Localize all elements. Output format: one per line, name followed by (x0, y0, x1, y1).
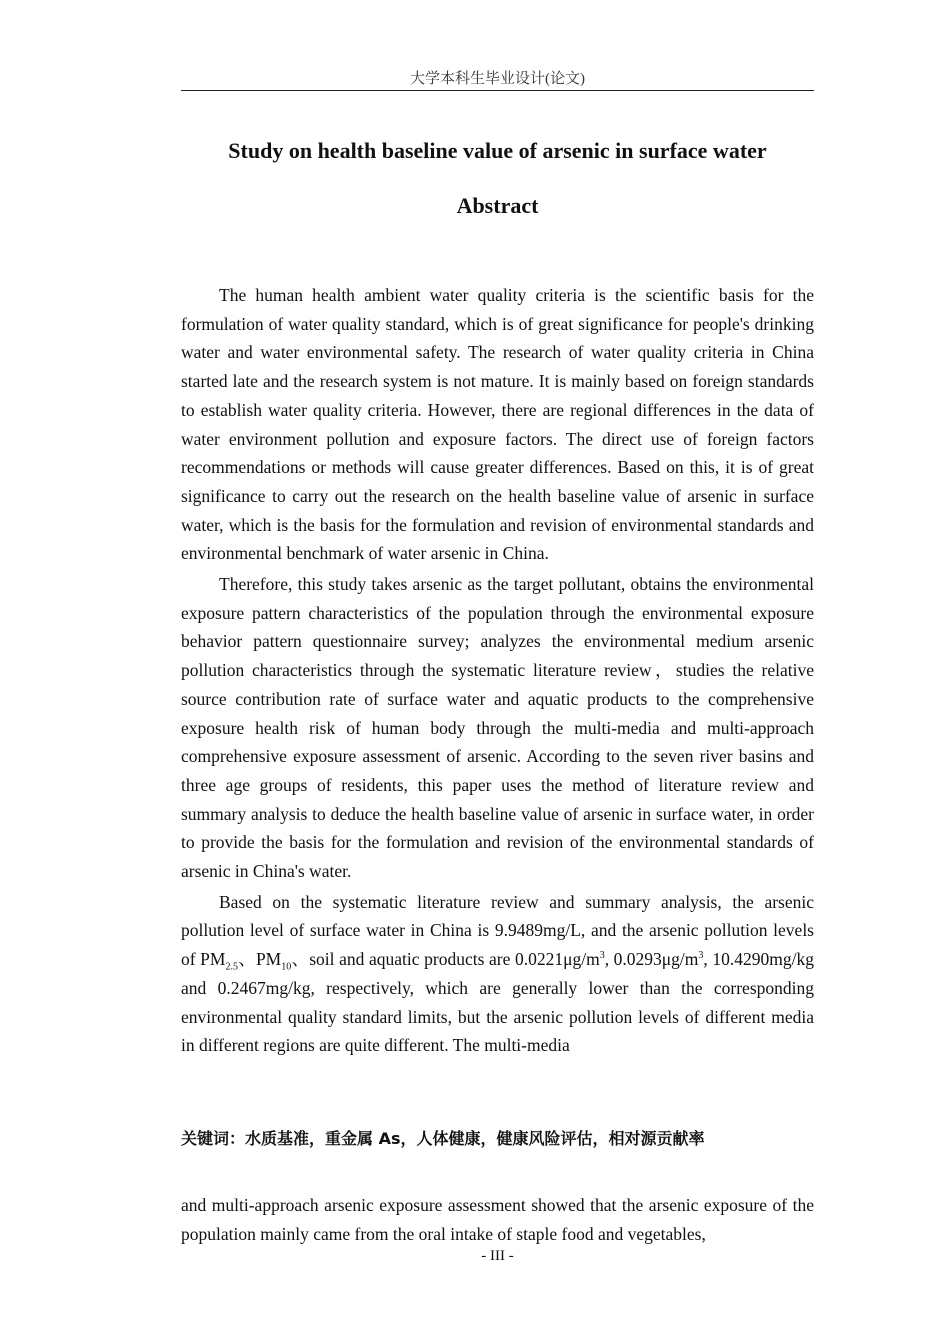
abstract-paragraph-3 (181, 888, 814, 1060)
thesis-title: Study on health baseline value of arsenic in surface water (228, 138, 767, 163)
p3-text-1: Based on the systematic literature review and summary analysis, the arsenic pollution level of surface water in China is 9.9489mg/L, and the arsenic pollution levels of PM (181, 891, 814, 970)
p3-text-3: 、soil and aquatic products are 0.0221μg/m (291, 949, 600, 970)
pm10-subscript: 10 (281, 961, 292, 973)
abstract-continuation: and multi-approach arsenic exposure assessment showed that the arsenic exposure of the population mainly came from the oral intake of staple food and vegetables, (181, 1195, 814, 1244)
keywords-value: 水质基准，重金属 As，人体健康，健康风险评估，相对源贡献率 (245, 1129, 705, 1148)
p3-text-5: , 10.4290mg/kg and 0.2467mg/kg, respectively, which are generally lower than the corresponding environmental quality standard limits, but the arsenic pollution levels of different media in different regions are quite different. The multi-media (181, 949, 814, 1056)
pm25-subscript: 2.5 (225, 961, 238, 973)
header-rule (181, 90, 814, 91)
abstract-heading: Abstract (456, 193, 539, 218)
cubic-superscript-1: 3 (599, 950, 605, 962)
abstract-paragraph-2: Therefore, this study takes arsenic as the target pollutant, obtains the environmental exposure pattern characteristics of the population through the environmental exposure behavior pattern questionnaire survey; analyzes the environmental medium arsenic pollution characteristics through the systematic literature review，studies the relative source contribution rate of surface water and aquatic products to the comprehensive exposure health risk of human body through the multi-media and multi-approach comprehensive exposure assessment of arsenic. According to the seven river basins and three age groups of residents, this paper uses the method of literature review and summary analysis to deduce the health baseline value of arsenic in surface water, in order to provide the basis for the formulation and revision of the environmental standards of arsenic in China's water. (181, 574, 814, 882)
p3-text-4: , 0.0293μg/m (604, 949, 699, 970)
abstract-paragraph-1: The human health ambient water quality criteria is the scientific basis for the formulation of water quality standard, which is of great significance for people's drinking water and water environmental safety. The research of water quality criteria in China started late and the research system is not mature. It is mainly based on foreign standards to establish water quality criteria. However, there are regional differences in the data of water environment pollution and exposure factors. The direct use of foreign factors recommendations or methods will cause greater differences. Based on this, it is of great significance to carry out the research on the health baseline value of arsenic in surface water, which is the basis for the formulation and revision of environmental standards and environmental benchmark of water arsenic in China. (181, 285, 814, 564)
p3-text-2: 、PM (237, 949, 282, 970)
keywords-block (181, 1127, 781, 1150)
page-number: - III - (481, 1248, 514, 1264)
abstract-body (181, 281, 814, 1062)
cubic-superscript-2: 3 (698, 950, 704, 962)
page-header: 大学本科生毕业设计(论文) (410, 71, 585, 87)
keywords-label: 关键词： (181, 1129, 246, 1148)
